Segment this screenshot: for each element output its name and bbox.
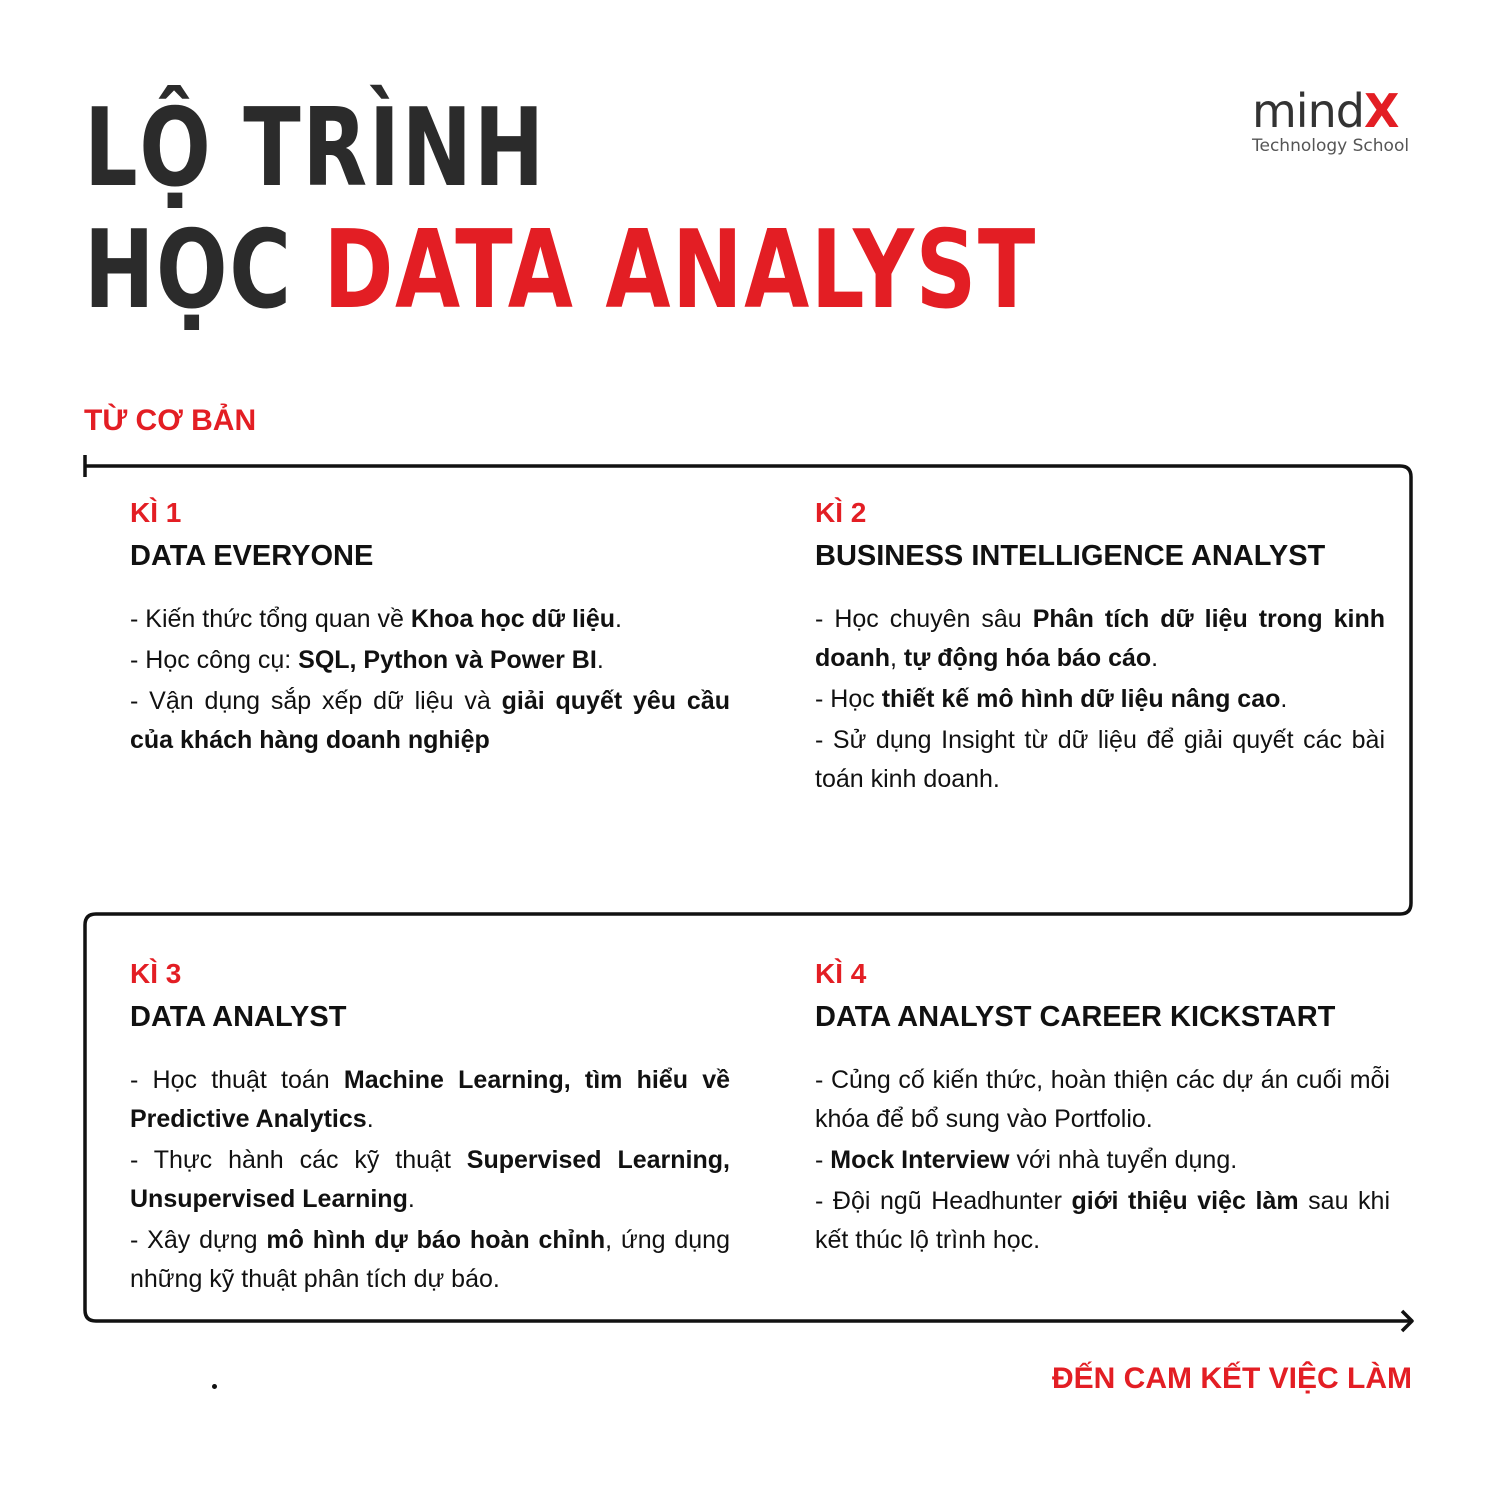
term-items <box>815 1061 1390 1260</box>
term-block-2 <box>815 496 1385 801</box>
term-block-4 <box>815 957 1390 1262</box>
list-item: - Học thuật toán Machine Learning, tìm hiểu về Predictive Analytics. <box>130 1066 730 1133</box>
term-label: KÌ 4 <box>815 958 867 989</box>
logo-subtitle: Technology School <box>1252 136 1410 156</box>
list-item: - Củng cố kiến thức, hoàn thiện các dự án cuối mỗi khóa để bổ sung vào Portfolio. <box>815 1066 1390 1133</box>
mindx-logo: mindX Technology School <box>1252 88 1422 156</box>
term-name: DATA ANALYST <box>130 1001 347 1033</box>
term-label: KÌ 3 <box>130 958 182 989</box>
term-block-1 <box>130 496 730 762</box>
list-item: - Học chuyên sâu Phân tích dữ liệu trong kinh doanh, tự động hóa báo cáo. <box>815 605 1385 672</box>
term-items <box>815 600 1385 799</box>
term-items <box>130 1061 730 1299</box>
term-name: BUSINESS INTELLIGENCE ANALYST <box>815 540 1326 572</box>
term-block-3 <box>130 957 730 1301</box>
list-item: - Đội ngũ Headhunter giới thiệu việc làm sau khi kết thúc lộ trình học. <box>815 1187 1390 1254</box>
list-item: - Vận dụng sắp xếp dữ liệu và giải quyết yêu cầu của khách hàng doanh nghiệp <box>130 687 730 754</box>
term-label: KÌ 2 <box>815 497 867 528</box>
term-items <box>130 600 730 760</box>
list-item: - Thực hành các kỹ thuật Supervised Learning, Unsupervised Learning. <box>130 1146 730 1213</box>
list-item: - Mock Interview với nhà tuyển dụng. <box>815 1146 1238 1174</box>
path-end-label: ĐẾN CAM KẾT VIỆC LÀM <box>1052 1362 1412 1395</box>
title-line-2: HỌC DATA ANALYST <box>84 208 1037 333</box>
term-label: KÌ 1 <box>130 497 182 528</box>
list-item: - Sử dụng Insight từ dữ liệu để giải quyết các bài toán kinh doanh. <box>815 726 1385 793</box>
decorative-dot <box>212 1384 217 1389</box>
list-item: - Xây dựng mô hình dự báo hoàn chỉnh, ứng dụng những kỹ thuật phân tích dự báo. <box>130 1226 730 1293</box>
term-name: DATA EVERYONE <box>130 540 374 572</box>
title-line-1: LỘ TRÌNH <box>84 86 546 211</box>
list-item: - Kiến thức tổng quan về Khoa học dữ liệu. <box>130 605 622 633</box>
list-item: - Học công cụ: SQL, Python và Power BI. <box>130 646 604 674</box>
logo-x-mark-icon: X <box>1363 84 1399 138</box>
term-name: DATA ANALYST CAREER KICKSTART <box>815 1001 1336 1033</box>
path-start-label: TỪ CƠ BẢN <box>84 404 257 437</box>
title-highlight: DATA ANALYST <box>323 208 1037 333</box>
list-item: - Học thiết kế mô hình dữ liệu nâng cao. <box>815 685 1288 713</box>
